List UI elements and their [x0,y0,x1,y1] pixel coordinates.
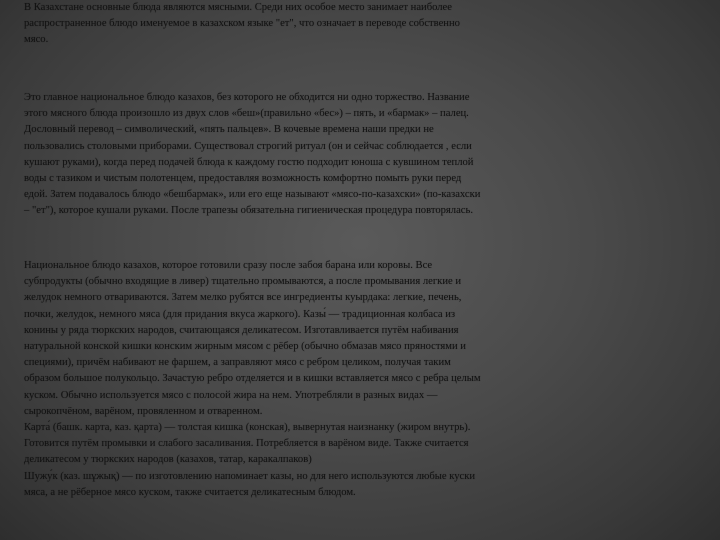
text-line: деликатесом у тюркских народов (казахов, татар, каракалпаков) [24,454,312,466]
text-line: этого мясного блюда произошло из двух слов «беш»(правильно «бес») – пять, и «бармак» – палец. [24,108,469,120]
paragraph-kuyrdak-kazy [24,258,634,501]
text-line: специями), причём набивают не фаршем, а заправляют мясо с ребром целиком, получая таким [24,357,451,369]
paragraph-beshbarmak [24,90,634,220]
text-line: В Казахстане основные блюда являются мясными. Среди них особое место занимает наиболее [24,2,452,13]
text-line: едой. Затем подавалось блюдо «бешбармак», или его еще называют «мясо-по-казахски» (по-казахски [24,189,481,201]
text-line: желудок немного отвариваются. Затем мелко рубятся все ингредиенты куырдака: легкие, печень, [24,292,462,304]
text-line: Карта́ (башк. карта, каз. қарта) — толстая кишка (конская), вывернутая наизнанку (жиром внутрь). [24,422,471,434]
text-line: мяса, а не рёберное мясо куском, также считается деликатесным блюдом. [24,486,356,498]
text-line: сырокопчёном, варёном, провяленном и отваренном. [24,405,263,417]
text-line: Готовится путём промывки и слабого засаливания. Потребляется в варёном виде. Также считается [24,438,469,450]
paragraph-intro [24,0,634,49]
text-line: кушают руками), когда перед подачей блюда к каждому гостю подходит юноша с кувшином теплой [24,156,474,168]
text-line: – "ет"), которое кушали руками. После трапезы обязательна гигиеническая процедура повторялась. [24,205,473,217]
text-line: почки, желудок, немного мяса (для придания вкуса жаркого). Казы́ — традиционная колбаса из [24,308,456,320]
text-line: образом большое полукольцо. Зачастую ребро отделяется и в кишки вставляется мясо с ребра целым [24,373,481,385]
text-line: мясо. [24,34,49,46]
text-line: куском. Обычно используется мясо с полосой жира на нем. Употребляли в разных видах — [24,389,438,401]
text-line: субпродукты (обычно входящие в ливер) тщательно промываются, а после промывания легкие и [24,276,462,288]
text-line: воды с тазиком и чистым полотенцем, предоставляя возможность комфортно помыть руки перед [24,173,462,185]
text-line: Шужу́к (каз. шұжық) — по изготовлению напоминает казы, но для него используются любые куски [24,470,476,482]
text-line: конины у ряда тюркских народов, считающаяся деликатесом. Изготавливается путём набивания [24,324,459,336]
text-line: Дословный перевод – символический, «пять пальцев». В кочевые времена наши предки не [24,124,434,136]
text-line: пользовались столовыми приборами. Существовал строгий ритуал (он и сейчас соблюдается , если [24,140,472,152]
text-line: Это главное национальное блюдо казахов, без которого не обходится ни одно торжество. Название [24,92,470,103]
text-line: Национальное блюдо казахов, которое готовили сразу после забоя барана или коровы. Все [24,260,433,271]
text-line: распространенное блюдо именуемое в казахском языке "ет", что означает в переводе собственно [24,18,460,30]
text-line: натуральной конской кишки конским жирным мясом с рёбер (обычно обмазав мясо пряностями и [24,341,466,353]
